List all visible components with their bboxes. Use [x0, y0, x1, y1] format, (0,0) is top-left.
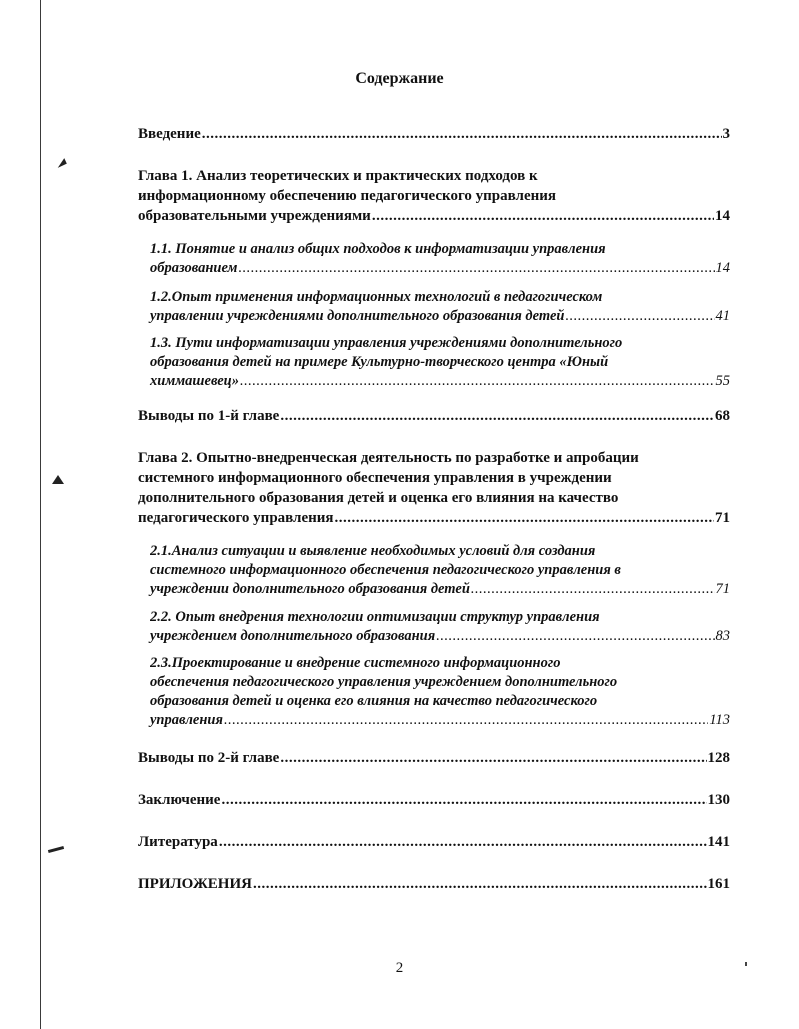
scan-artifact-mark [52, 475, 64, 484]
toc-page-number: 83 [715, 628, 730, 644]
toc-page-number: 68 [715, 408, 730, 424]
toc-page-number: 41 [715, 308, 730, 324]
toc-entry-literature[interactable]: Литература ..... 141 [138, 832, 730, 852]
toc-entry-section-1-1[interactable]: 1.1. Понятие и анализ общих подходов к информатизации управления образованием ..... 14 [150, 240, 730, 278]
toc-entry-section-1-2[interactable]: 1.2.Опыт применения информационных технологий в педагогическом управлении учреждениями дополнительного образования детей ..... 41 [150, 288, 730, 326]
toc-entry-conclusions-chapter-2[interactable]: Выводы по 2-й главе ..... 128 [138, 748, 730, 768]
toc-page-number: 14 [715, 208, 730, 224]
toc-entry-section-1-3[interactable]: 1.3. Пути информатизации управления учреждениями дополнительного образования детей на примере Культурно-творческого центра «Юный химмашевец» ..... 55 [150, 334, 730, 391]
toc-page-number: 130 [707, 792, 730, 808]
toc-page-number: 141 [707, 834, 730, 850]
scan-artifact-mark [55, 158, 67, 168]
toc-entry-conclusions-chapter-1[interactable]: Выводы по 1-й главе ..... 68 [138, 406, 730, 426]
scan-artifact-mark [48, 846, 64, 853]
page-number: 2 [395, 960, 404, 976]
toc-page-number: 113 [709, 712, 730, 728]
toc-entry-chapter-2[interactable]: Глава 2. Опытно-внедренческая деятельность по разработке и апробации системного информационного обеспечения управления в учреждении дополнительного образования детей и оценка его влияния на качество педагогического управления ..... 71 [138, 448, 730, 528]
toc-page-number: 128 [707, 750, 730, 766]
toc-entry-introduction[interactable]: Введение ..... 3 [138, 124, 730, 144]
toc-entry-chapter-1[interactable]: Глава 1. Анализ теоретических и практических подходов к информационному обеспечению педагогического управления образовательными учреждениями ..... 14 [138, 166, 730, 226]
toc-page-number: 55 [715, 373, 730, 389]
toc-entry-appendices[interactable]: ПРИЛОЖЕНИЯ ..... 161 [138, 874, 730, 894]
toc-entry-section-2-2[interactable]: 2.2. Опыт внедрения технологии оптимизации структур управления учреждением дополнительного образования ..... 83 [150, 608, 730, 646]
toc-page-number: 14 [715, 260, 730, 276]
binding-margin-line [40, 0, 41, 1029]
toc-page-number: 3 [722, 126, 730, 142]
toc-page-number: 161 [707, 876, 730, 892]
toc-entry-conclusion[interactable]: Заключение ..... 130 [138, 790, 730, 810]
toc-entry-section-2-1[interactable]: 2.1.Анализ ситуации и выявление необходимых условий для создания системного информационного обеспечения педагогического управления в учреждении дополнительного образования детей ..... 71 [150, 542, 730, 599]
toc-page-number: 71 [715, 581, 730, 597]
toc-entry-section-2-3[interactable]: 2.3.Проектирование и внедрение системного информационного обеспечения педагогического управления учреждением дополнительного образования детей и оценка его влияния на качество педагогического управления ..... 113 [150, 654, 730, 730]
toc-page-number: 71 [715, 510, 730, 526]
page-title: Содержание [355, 70, 444, 87]
